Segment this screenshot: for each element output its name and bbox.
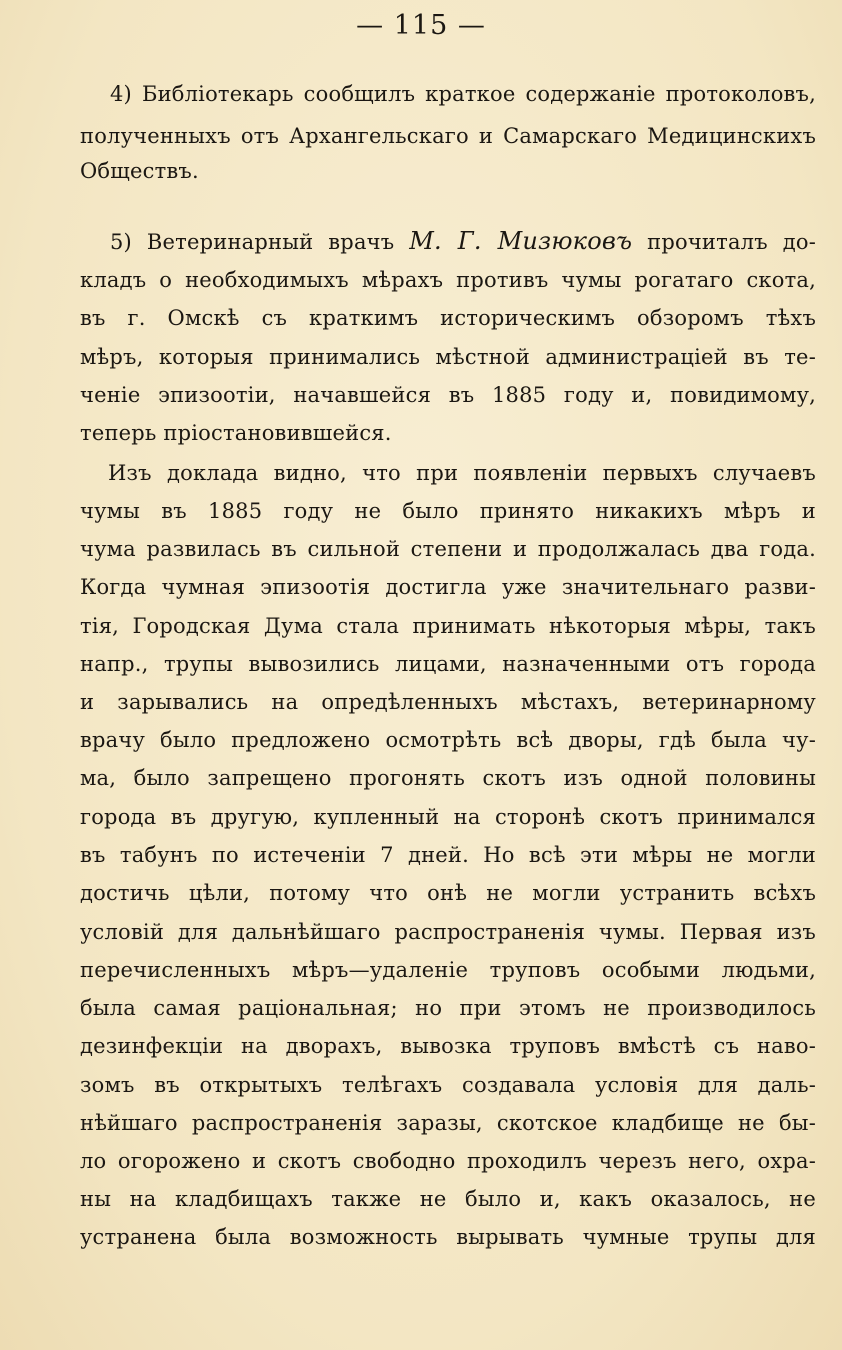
paragraph-6-line-19: ло огорожено и скотъ свободно проходилъ черезъ него, охра- [80, 1149, 816, 1173]
paragraph-5-line-2: кладъ о необходимыхъ мѣрахъ противъ чумы рогатаго скота, [80, 268, 816, 292]
paragraph-4-line-2: полученныхъ отъ Архангельскаго и Самарскаго Медицинскихъ [80, 124, 816, 148]
paragraph-6-line-14: перечисленныхъ мѣръ—удаленіе труповъ особыми людьми, [80, 958, 816, 982]
paragraph-6-line-10: города въ другую, купленный на сторонѣ скотъ принимался [80, 805, 816, 829]
paragraph-6-line-12: достичь цѣли, потому что онѣ не могли устранить всѣхъ [80, 881, 816, 905]
paragraph-5-line-4: мѣръ, которыя принимались мѣстной администраціей въ те- [80, 345, 816, 369]
paragraph-6-line-18: нѣйшаго распространенія заразы, скотское кладбище не бы- [80, 1111, 816, 1135]
paragraph-6-line-9: ма, было запрещено прогонять скотъ изъ одной половины [80, 766, 816, 790]
paragraph-5-line-6: теперь пріостановившейся. [80, 421, 392, 445]
paragraph-6-line-16: дезинфекціи на дворахъ, вывозка труповъ вмѣстѣ съ наво- [80, 1034, 816, 1058]
paragraph-6-line-8: врачу было предложено осмотрѣть всѣ дворы, гдѣ была чу- [80, 728, 816, 752]
paragraph-6-line-7: и зарывались на опредѣленныхъ мѣстахъ, ветеринарному [80, 690, 816, 714]
paragraph-6-line-15: была самая раціональная; но при этомъ не производилось [80, 996, 816, 1020]
paragraph-5-line-1-start: 5) Ветеринарный врачъ [110, 230, 410, 254]
paragraph-5-line-1-end: прочиталъ до- [632, 230, 816, 254]
paragraph-6-line-21: устранена была возможность вырывать чумные трупы для [80, 1225, 816, 1249]
page-number: — 115 — [356, 10, 486, 41]
paragraph-5-line-3: въ г. Омскѣ съ краткимъ историческимъ обзоромъ тѣхъ [80, 306, 816, 330]
paragraph-6-line-4: Когда чумная эпизоотія достигла уже значительнаго разви- [80, 575, 816, 599]
paragraph-6-line-2: чумы въ 1885 году не было принято никакихъ мѣръ и [80, 499, 816, 523]
author-name: М. Г. Мизюковъ [409, 227, 633, 255]
paragraph-6-line-5: тія, Городская Дума стала принимать нѣкоторыя мѣры, такъ [80, 614, 816, 638]
paragraph-4-line-1: 4) Библіотекарь сообщилъ краткое содержаніе протоколовъ, [110, 82, 816, 106]
paragraph-6-line-1: Изъ доклада видно, что при появленіи первыхъ случаевъ [108, 461, 816, 485]
paragraph-6-line-11: въ табунъ по истеченіи 7 дней. Но всѣ эти мѣры не могли [80, 843, 816, 867]
paragraph-6-line-17: зомъ въ открытыхъ телѣгахъ создавала условія для даль- [80, 1073, 816, 1097]
paragraph-6-line-13: условій для дальнѣйшаго распространенія чумы. Первая изъ [80, 920, 816, 944]
paragraph-5-line-1 [110, 226, 816, 257]
paragraph-6-line-3: чума развилась въ сильной степени и продолжалась два года. [80, 537, 816, 561]
paragraph-5-line-5: ченіе эпизоотіи, начавшейся въ 1885 году и, повидимому, [80, 383, 816, 407]
paragraph-4-line-3: Обществъ. [80, 159, 199, 183]
paragraph-6-line-6: напр., трупы вывозились лицами, назначенными отъ города [80, 652, 816, 676]
paragraph-6-line-20: ны на кладбищахъ также не было и, какъ оказалось, не [80, 1187, 816, 1211]
